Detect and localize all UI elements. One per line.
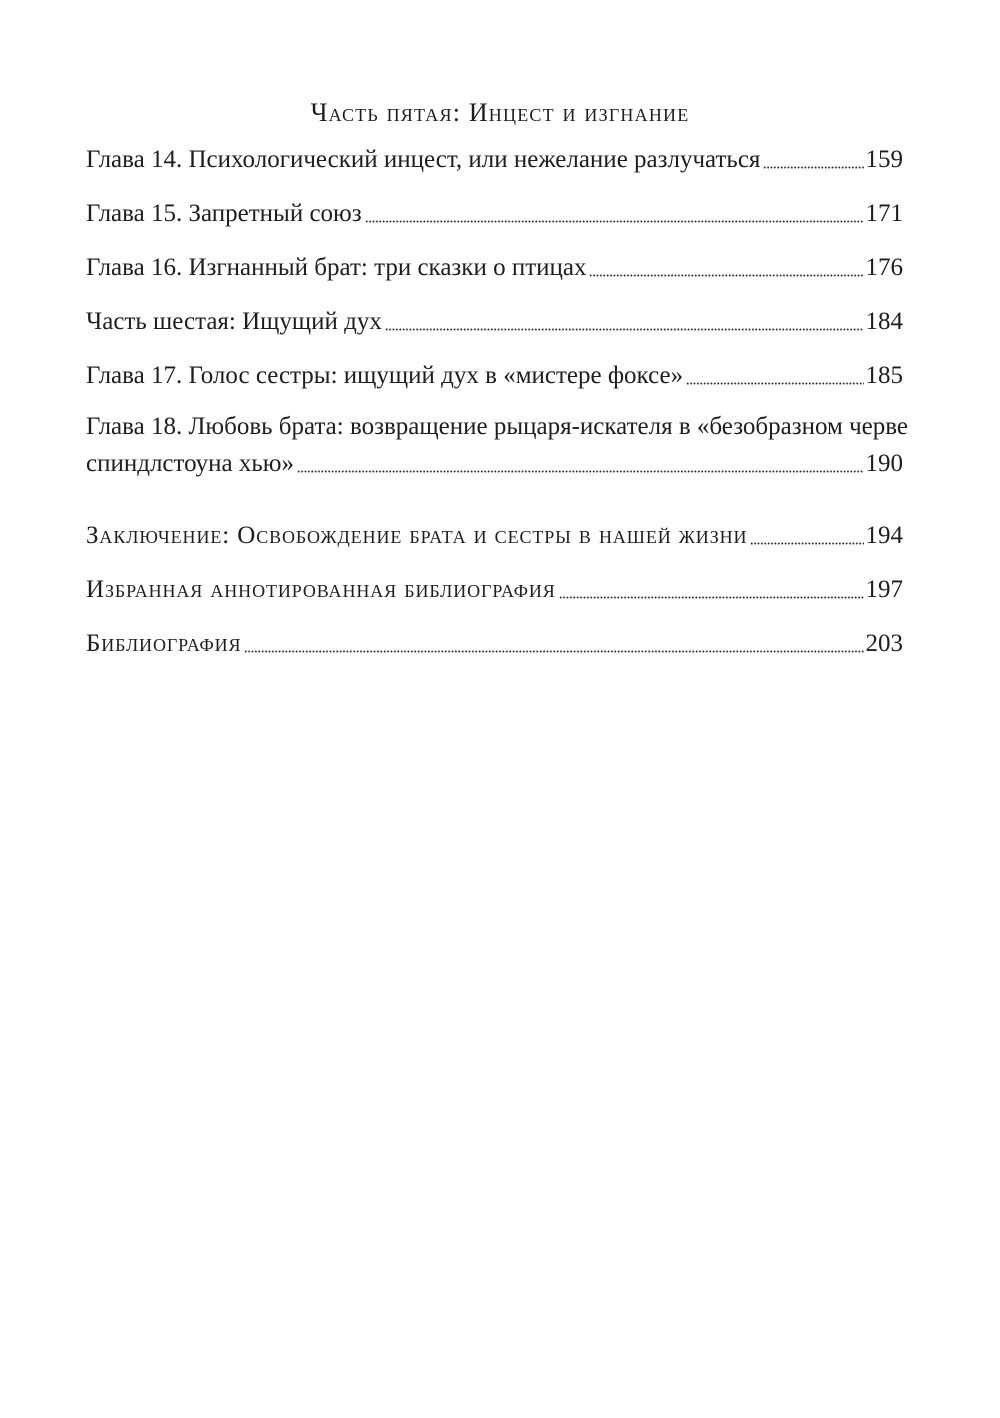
dot-leader — [244, 650, 863, 653]
part-heading: Часть пятая: Инцест и изгнание — [310, 98, 690, 127]
toc-page-number: 194 — [865, 522, 903, 549]
toc-page-number: 171 — [865, 200, 903, 227]
toc-entry-title-line-1: Глава 18. Любовь брата: возвращение рыцаря-искателя в «безобразном черве — [86, 413, 909, 440]
toc-entry-title: Глава 15. Запретный союз — [86, 200, 362, 227]
toc-page-number: 185 — [865, 362, 903, 389]
toc-entry-title: Глава 14. Психологический инцест, или нежелание разлучаться — [86, 146, 761, 173]
toc-entry-title: Избранная аннотированная библиография — [86, 576, 556, 603]
toc-entry-title: Часть шестая: Ищущий дух — [86, 308, 382, 335]
toc-entry-title: Библиография — [86, 630, 242, 657]
dot-leader — [297, 470, 864, 473]
toc-entry-chapter-15[interactable] — [86, 196, 903, 232]
toc-page-number: 190 — [865, 450, 903, 477]
toc-page-number: 176 — [865, 254, 903, 281]
dot-leader — [559, 596, 864, 599]
toc-page-number: 184 — [865, 308, 903, 335]
toc-entry-title: Глава 17. Голос сестры: ищущий дух в «мистере фоксе» — [86, 362, 684, 389]
toc-page-number: 203 — [865, 630, 903, 657]
dot-leader — [686, 382, 863, 385]
toc-entry-chapter-17[interactable] — [86, 358, 903, 394]
toc-entry-part-six[interactable] — [86, 304, 903, 340]
toc-page-number: 159 — [865, 146, 903, 173]
toc-entry-chapter-18[interactable] — [86, 409, 909, 482]
toc-entry-title: Глава 16. Изгнанный брат: три сказки о птицах — [86, 254, 587, 281]
toc-entry-bibliography[interactable] — [86, 626, 903, 662]
dot-leader — [365, 220, 864, 223]
toc-page-number: 197 — [865, 576, 903, 603]
dot-leader — [385, 328, 864, 331]
toc-entry-chapter-14[interactable] — [86, 142, 903, 178]
toc-entry-chapter-16[interactable] — [86, 250, 903, 286]
dot-leader — [589, 274, 863, 277]
toc-entry-annotated-bibliography[interactable] — [86, 572, 903, 608]
dot-leader — [763, 166, 863, 169]
dot-leader — [750, 542, 863, 545]
toc-entry-title-line-2: спиндлстоуна хью» — [86, 450, 294, 477]
toc-entry-title: Заключение: Освобождение брата и сестры в нашей жизни — [86, 522, 748, 549]
toc-entry-conclusion[interactable] — [86, 518, 903, 554]
